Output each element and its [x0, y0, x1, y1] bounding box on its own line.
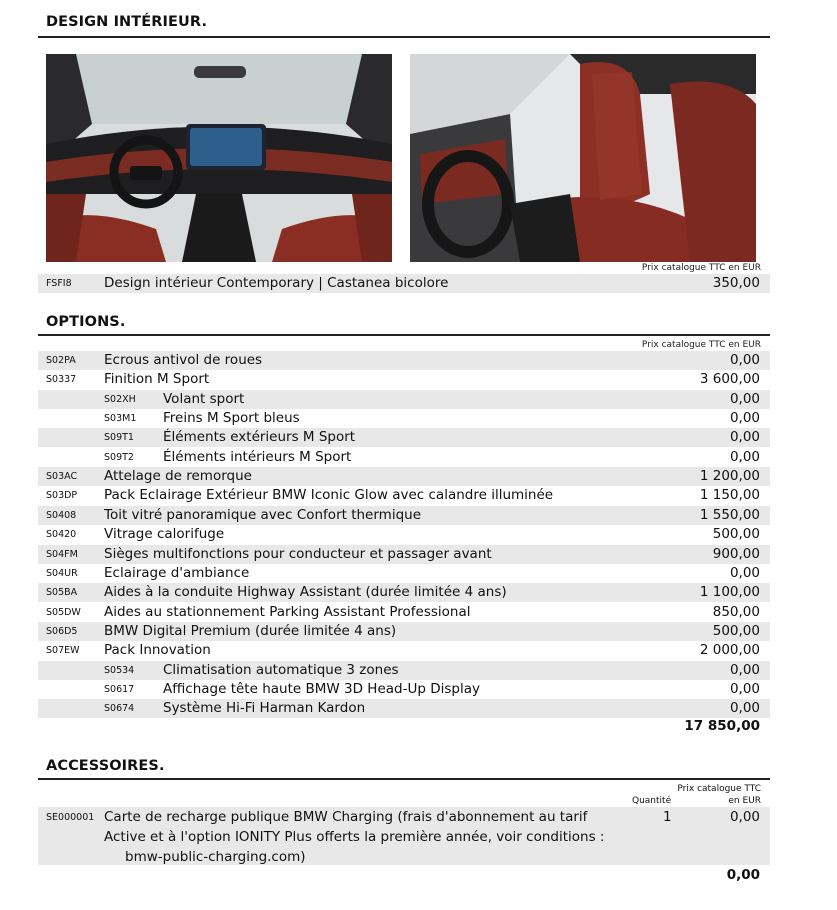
option-label: Vitrage calorifuge	[104, 526, 225, 543]
option-sub-code: S03M1	[104, 413, 137, 425]
accessory-code: SE000001	[46, 812, 95, 823]
option-price: 0,00	[729, 680, 760, 697]
option-price: 0,00	[729, 352, 760, 368]
option-code: S0408	[46, 509, 77, 521]
price-column-header: Prix catalogue TTC en EUR	[641, 340, 761, 350]
option-sub-code: S09T2	[104, 451, 134, 463]
option-price: 1 550,00	[699, 506, 760, 523]
option-label: Design intérieur Contemporary | Castanea bicolore	[104, 275, 449, 291]
option-label: Éléments intérieurs M Sport	[163, 448, 352, 465]
option-sub-row	[38, 680, 770, 699]
option-sub-row	[38, 428, 770, 447]
option-sub-row	[38, 390, 770, 409]
option-label: Finition M Sport	[104, 371, 210, 388]
option-row	[38, 545, 770, 564]
option-price: 500,00	[712, 526, 760, 543]
option-row	[38, 370, 770, 389]
option-code: S06D5	[46, 625, 78, 637]
interior-dashboard-image	[46, 54, 392, 262]
option-label: Affichage tête haute BMW 3D Head-Up Display	[163, 680, 480, 697]
option-sub-row	[38, 699, 770, 718]
accessories-total: 0,00	[726, 867, 760, 883]
option-price: 850,00	[712, 603, 760, 620]
option-label: Aides au stationnement Parking Assistant Professional	[104, 603, 471, 620]
price-column-header-line2: en EUR	[728, 796, 761, 806]
option-label: Eclairage d'ambiance	[104, 564, 250, 581]
option-row	[38, 467, 770, 486]
options-total: 17 850,00	[684, 718, 760, 734]
option-row	[38, 583, 770, 602]
option-row	[38, 506, 770, 525]
option-code: S05DW	[46, 606, 81, 618]
option-price: 1 200,00	[699, 468, 760, 485]
option-code: FSFI8	[46, 278, 72, 289]
design-section-title: DESIGN INTÉRIEUR.	[46, 14, 208, 30]
option-code: S03DP	[46, 490, 78, 502]
option-label: Éléments extérieurs M Sport	[163, 429, 356, 446]
option-label: Freins M Sport bleus	[163, 410, 300, 427]
option-sub-code: S0674	[104, 703, 135, 715]
option-sub-row	[38, 661, 770, 680]
option-row	[38, 641, 770, 660]
option-code: S03AC	[46, 471, 78, 483]
option-row	[38, 525, 770, 544]
option-code: S05BA	[46, 587, 78, 599]
option-label: Sièges multifonctions pour conducteur et passager avant	[104, 545, 492, 562]
option-label: Pack Eclairage Extérieur BMW Iconic Glow avec calandre illuminée	[104, 487, 554, 504]
option-price: 3 600,00	[699, 371, 760, 388]
design-row	[38, 274, 770, 293]
accessory-label-line1: Carte de recharge publique BMW Charging (frais d'abonnement au tarif	[104, 809, 588, 825]
option-price: 0,00	[729, 390, 760, 407]
section-divider	[38, 334, 770, 336]
option-price: 0,00	[729, 564, 760, 581]
option-sub-code: S09T1	[104, 432, 134, 444]
option-label: Pack Innovation	[104, 642, 211, 659]
option-label: Ecrous antivol de roues	[104, 352, 263, 368]
option-code: S0420	[46, 529, 77, 541]
option-row	[38, 603, 770, 622]
section-divider	[38, 36, 770, 38]
option-sub-code: S0617	[104, 683, 135, 695]
option-row	[38, 486, 770, 505]
options-section-title: OPTIONS.	[46, 314, 126, 330]
accessory-label-line3: bmw-public-charging.com)	[125, 849, 306, 865]
option-row	[38, 351, 770, 370]
option-price: 0,00	[729, 410, 760, 427]
option-price: 500,00	[712, 622, 760, 639]
option-code: S07EW	[46, 645, 80, 657]
option-label: Climatisation automatique 3 zones	[163, 661, 399, 678]
accessory-price: 0,00	[729, 809, 760, 825]
option-price: 0,00	[729, 700, 760, 717]
option-sub-code: S02XH	[104, 393, 136, 405]
option-price: 2 000,00	[699, 642, 760, 659]
option-price: 0,00	[729, 661, 760, 678]
option-row	[38, 622, 770, 641]
option-code: S04UR	[46, 567, 78, 579]
option-label: Volant sport	[163, 390, 245, 407]
interior-seats-image	[410, 54, 756, 262]
accessory-row	[38, 807, 770, 865]
option-sub-code: S0534	[104, 664, 135, 676]
option-sub-row	[38, 409, 770, 428]
option-row	[38, 564, 770, 583]
option-sub-row	[38, 448, 770, 467]
option-code: S02PA	[46, 355, 76, 366]
option-price: 0,00	[729, 448, 760, 465]
option-price: 350,00	[712, 275, 760, 291]
option-label: BMW Digital Premium (durée limitée 4 ans)	[104, 622, 397, 639]
option-price: 900,00	[712, 545, 760, 562]
option-price: 0,00	[729, 429, 760, 446]
accessory-label-line2: Active et à l'option IONITY Plus offerts la première année, voir conditions :	[104, 829, 605, 845]
option-label: Toit vitré panoramique avec Confort thermique	[104, 506, 422, 523]
option-label: Attelage de remorque	[104, 468, 252, 485]
option-label: Aides à la conduite Highway Assistant (durée limitée 4 ans)	[104, 584, 507, 601]
option-code: S0337	[46, 374, 77, 386]
option-price: 1 150,00	[699, 487, 760, 504]
accessories-section-title: ACCESSOIRES.	[46, 758, 165, 774]
price-column-header: Prix catalogue TTC en EUR	[641, 263, 761, 273]
price-column-header-line1: Prix catalogue TTC	[677, 784, 761, 794]
section-divider	[38, 778, 770, 780]
option-price: 1 100,00	[699, 584, 760, 601]
accessory-quantity: 1	[663, 809, 672, 825]
option-code: S04FM	[46, 548, 78, 560]
quantity-header: Quantité	[632, 796, 672, 806]
option-label: Système Hi-Fi Harman Kardon	[163, 700, 366, 717]
